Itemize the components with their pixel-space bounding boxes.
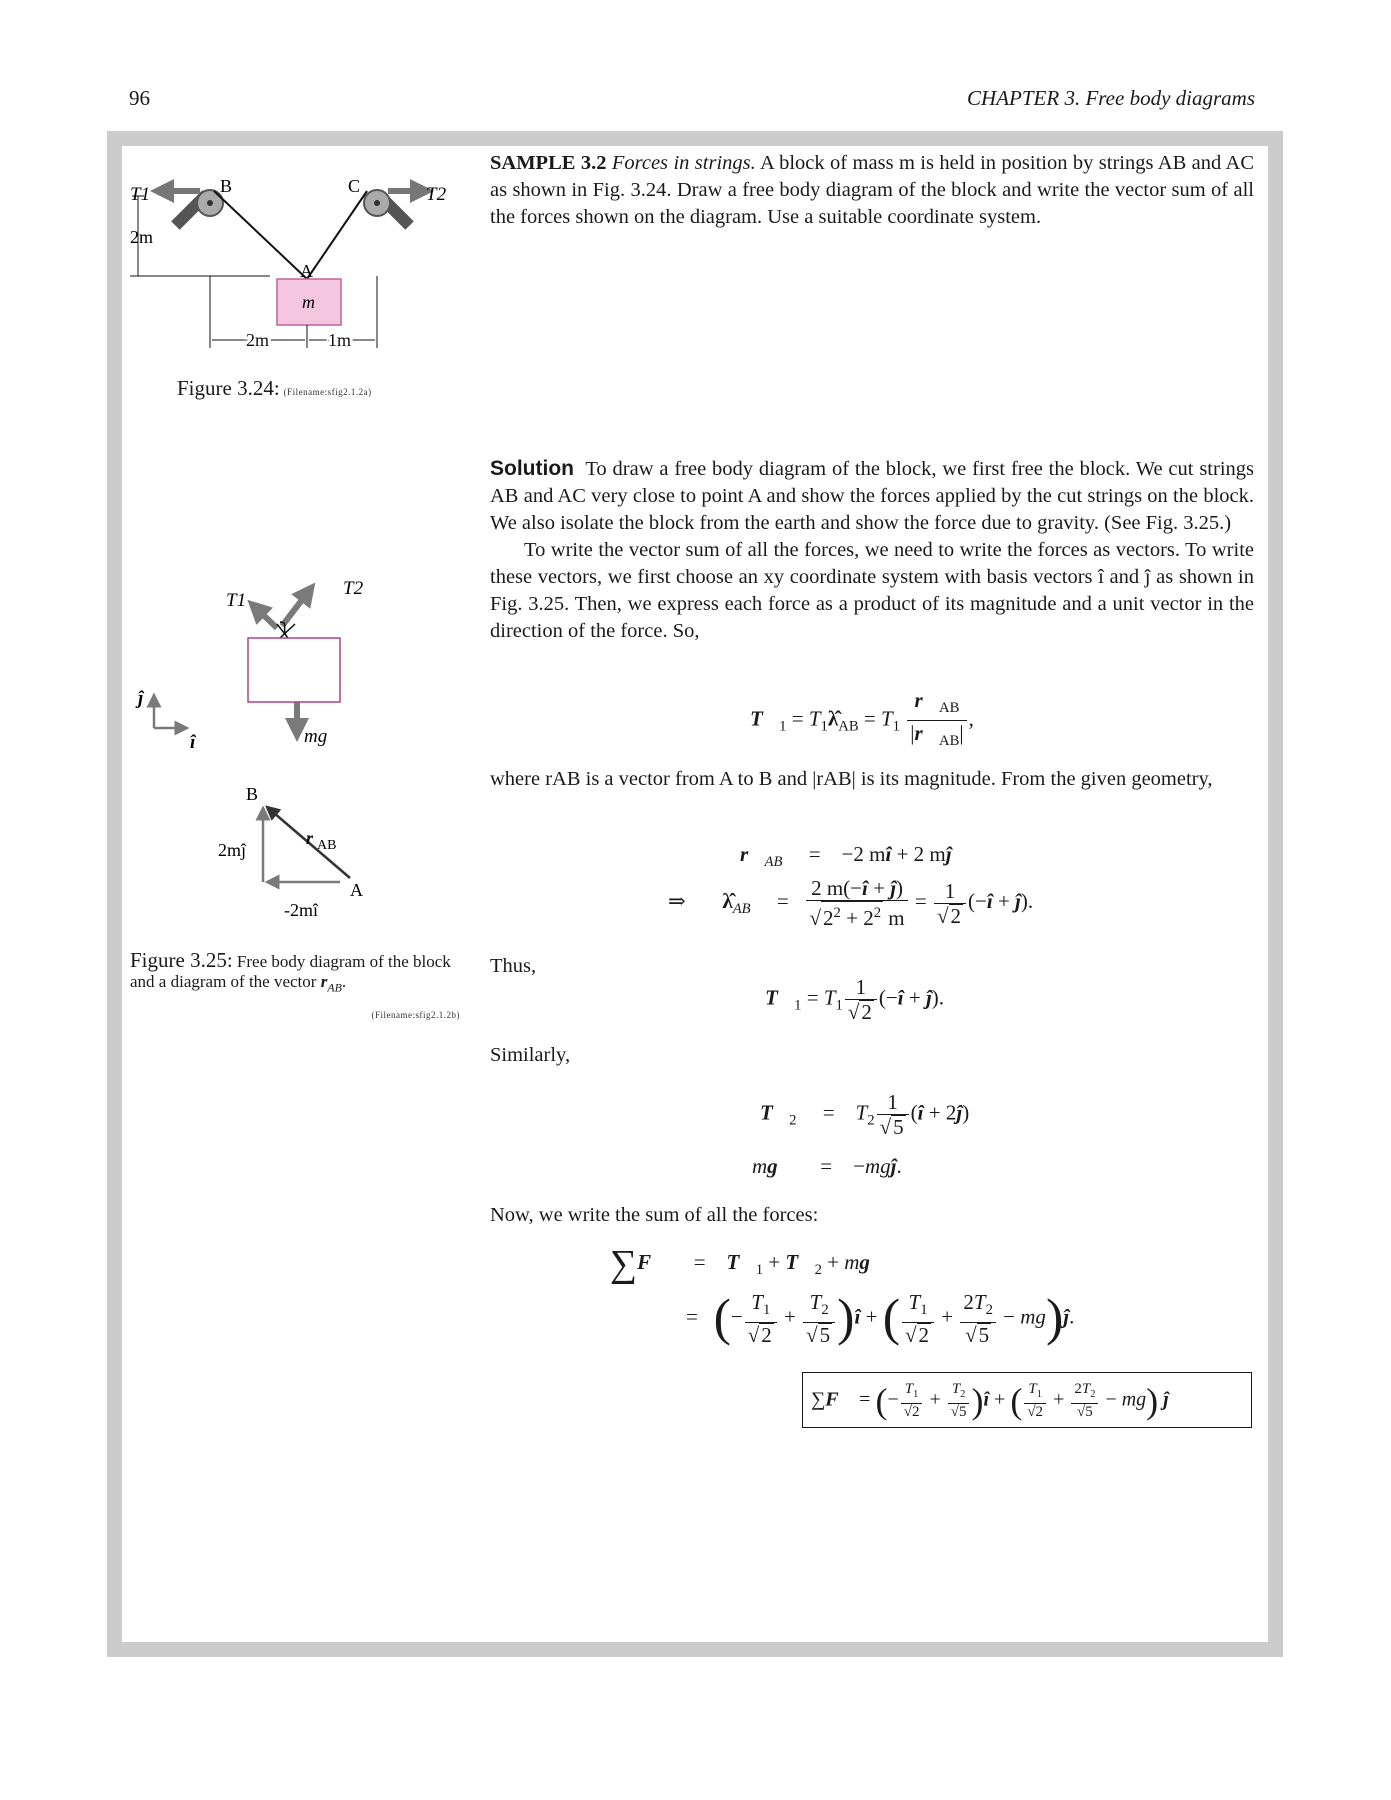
- string-ac: [307, 191, 367, 279]
- equation-sum-1: ∑F⃗ = $T⃗_1$ + $T⃗_2$ + mg⃗: [610, 1243, 887, 1286]
- figure-3-24-caption: [177, 376, 372, 401]
- j-axis-label: ĵ: [138, 688, 144, 709]
- pulley-c: [364, 190, 414, 230]
- fig24-height-label: 2m: [130, 227, 154, 247]
- sample-title: Forces in strings.: [611, 152, 756, 174]
- equation-lambda-ab: ⇒ $\lambdâ_{AB}$ = $\frac{2 m(-î + ĵ)}{√2^2 + 2^2 m}$ = $\frac{1}{√2}$ (−î + ĵ).: [668, 876, 1034, 930]
- running-head: CHAPTER 3. Free body diagrams: [967, 86, 1255, 110]
- text-thus: Thus,: [490, 955, 537, 977]
- equation-sum-2: = (− $\frac{T_1}{√2}$ + $\frac{T_2}{√5}$ )î + ( $\frac{T_1}{√2}$ + $\frac{2T_2}{√5}$ − mg)ĵ.: [686, 1289, 1075, 1348]
- figure-3-24-filename: (Filename:sfig2.1.2a): [283, 387, 372, 397]
- fig24-dim-right: 1m: [328, 330, 352, 350]
- figure-3-25-caption-vector-sub: AB: [327, 980, 342, 995]
- figure-3-25-caption-vector: r: [320, 972, 328, 991]
- figure-3-25-caption-lead: Figure 3.25:: [130, 948, 233, 972]
- fbd-t2-arrow: [282, 592, 308, 626]
- triangle-a-label: A: [350, 880, 363, 900]
- i-axis-label: î: [190, 732, 196, 753]
- solution-heading: Solution: [490, 457, 574, 480]
- triangle-r-sub: AB: [317, 838, 337, 853]
- triangle-r-label: r: [306, 828, 314, 848]
- string-ab: [214, 191, 307, 279]
- now-block: [490, 1202, 1254, 1229]
- fbd-t1-label: T1: [226, 590, 247, 611]
- fig24-a-label: A: [300, 261, 313, 281]
- fig24-t1-label: T1: [130, 184, 151, 205]
- fig24-mass-label: m: [302, 292, 315, 312]
- figure-3-25-caption: Figure 3.25: Free body diagram of the block and a diagram of the vector $r_{AB}$. (Filename:sfig2.1.2b): [130, 948, 460, 1021]
- equation-r-ab: $r⃗_{AB}$ = −2 mî + 2 mĵ: [740, 842, 952, 871]
- text-similarly: Similarly,: [490, 1044, 571, 1066]
- solution-para-1: To draw a free body diagram of the block, we first free the block. We cut strings AB and AC very close to point A and show the forces applied by the cut strings on the block. We also isolate the block from the earth and show the force due to gravity. (See Fig. 3.25.): [490, 458, 1254, 534]
- triangle-vertical-label: 2mĵ: [218, 840, 247, 860]
- equation-mg: mg⃗ = −mgĵ.: [752, 1154, 902, 1178]
- solution-para-3: where rAB is a vector from A to B and |rAB| is its magnitude. From the given geometry,: [490, 768, 1213, 790]
- solution-para-3-block: [490, 766, 1254, 793]
- fig24-t2-label: T2: [426, 184, 447, 205]
- pulley-b: [171, 190, 223, 230]
- triangle-horizontal-label: -2mî: [284, 900, 318, 920]
- figure-3-24-caption-lead: Figure 3.24:: [177, 376, 280, 400]
- sample-label: SAMPLE 3.2: [490, 152, 607, 174]
- solution-body: [490, 455, 1254, 645]
- equation-boxed: ∑F⃗ = (− $\frac{T_1}{√2}$ + $\frac{T_2}{√5}$ )î + ( $\frac{T_1}{√2}$ + $\frac{2T_2}{√5}$ − mg) ĵ: [811, 1381, 1169, 1421]
- text-now: Now, we write the sum of all the forces:: [490, 1204, 819, 1226]
- equation-t1-lambda: $T⃗_1$ = $T_1\lambdâ_{AB} = T_1$ $\frac{r⃗_{AB}}{|r⃗_{AB}|}$ ,: [750, 688, 974, 750]
- equation-t1-final: $T⃗_1 = T_1$ $\frac{1}{√2}$ (−î + ĵ).: [765, 975, 945, 1024]
- sample-text: A block of mass m is held in position by strings AB and AC as shown in Fig. 3.24. Draw a free body diagram of the block and write the vector sum of all the forces shown on the diagram. Use a suitable coordinate system.: [490, 152, 1254, 228]
- fig24-c-label: C: [348, 176, 361, 196]
- equation-t2: $T⃗_2$ = $T_2$ $\frac{1}{√5}$ (î + 2ĵ): [760, 1090, 970, 1139]
- figure-3-25-caption-text: Free body diagram of the block and a diagram of the vector: [130, 952, 451, 991]
- sample-statement: [490, 150, 1254, 231]
- fbd-t2-label: T2: [343, 578, 364, 599]
- fig24-b-label: B: [220, 176, 233, 196]
- fig24-dim-left: 2m: [246, 330, 270, 350]
- figure-3-25-filename: (Filename:sfig2.1.2b): [371, 1010, 460, 1021]
- page-number: 96: [129, 86, 150, 110]
- triangle-b-label: B: [246, 784, 259, 804]
- fbd-t1-arrow: [256, 608, 277, 628]
- solution-para-2: To write the vector sum of all the forces, we need to write the forces as vectors. To write these vectors, we first choose an xy coordinate system with basis vectors î and ĵ as shown in Fig. 3.25. Then, we express each force as a product of its magnitude and a unit vector in the direction of the force. So,: [490, 539, 1254, 642]
- similarly-block: [490, 1042, 1254, 1069]
- figure-3-25: [130, 550, 480, 920]
- figure-3-24: [130, 158, 480, 368]
- fbd-mg-label: mg: [304, 726, 328, 747]
- boxed-result: [802, 1372, 1252, 1428]
- fbd-block: [248, 638, 340, 702]
